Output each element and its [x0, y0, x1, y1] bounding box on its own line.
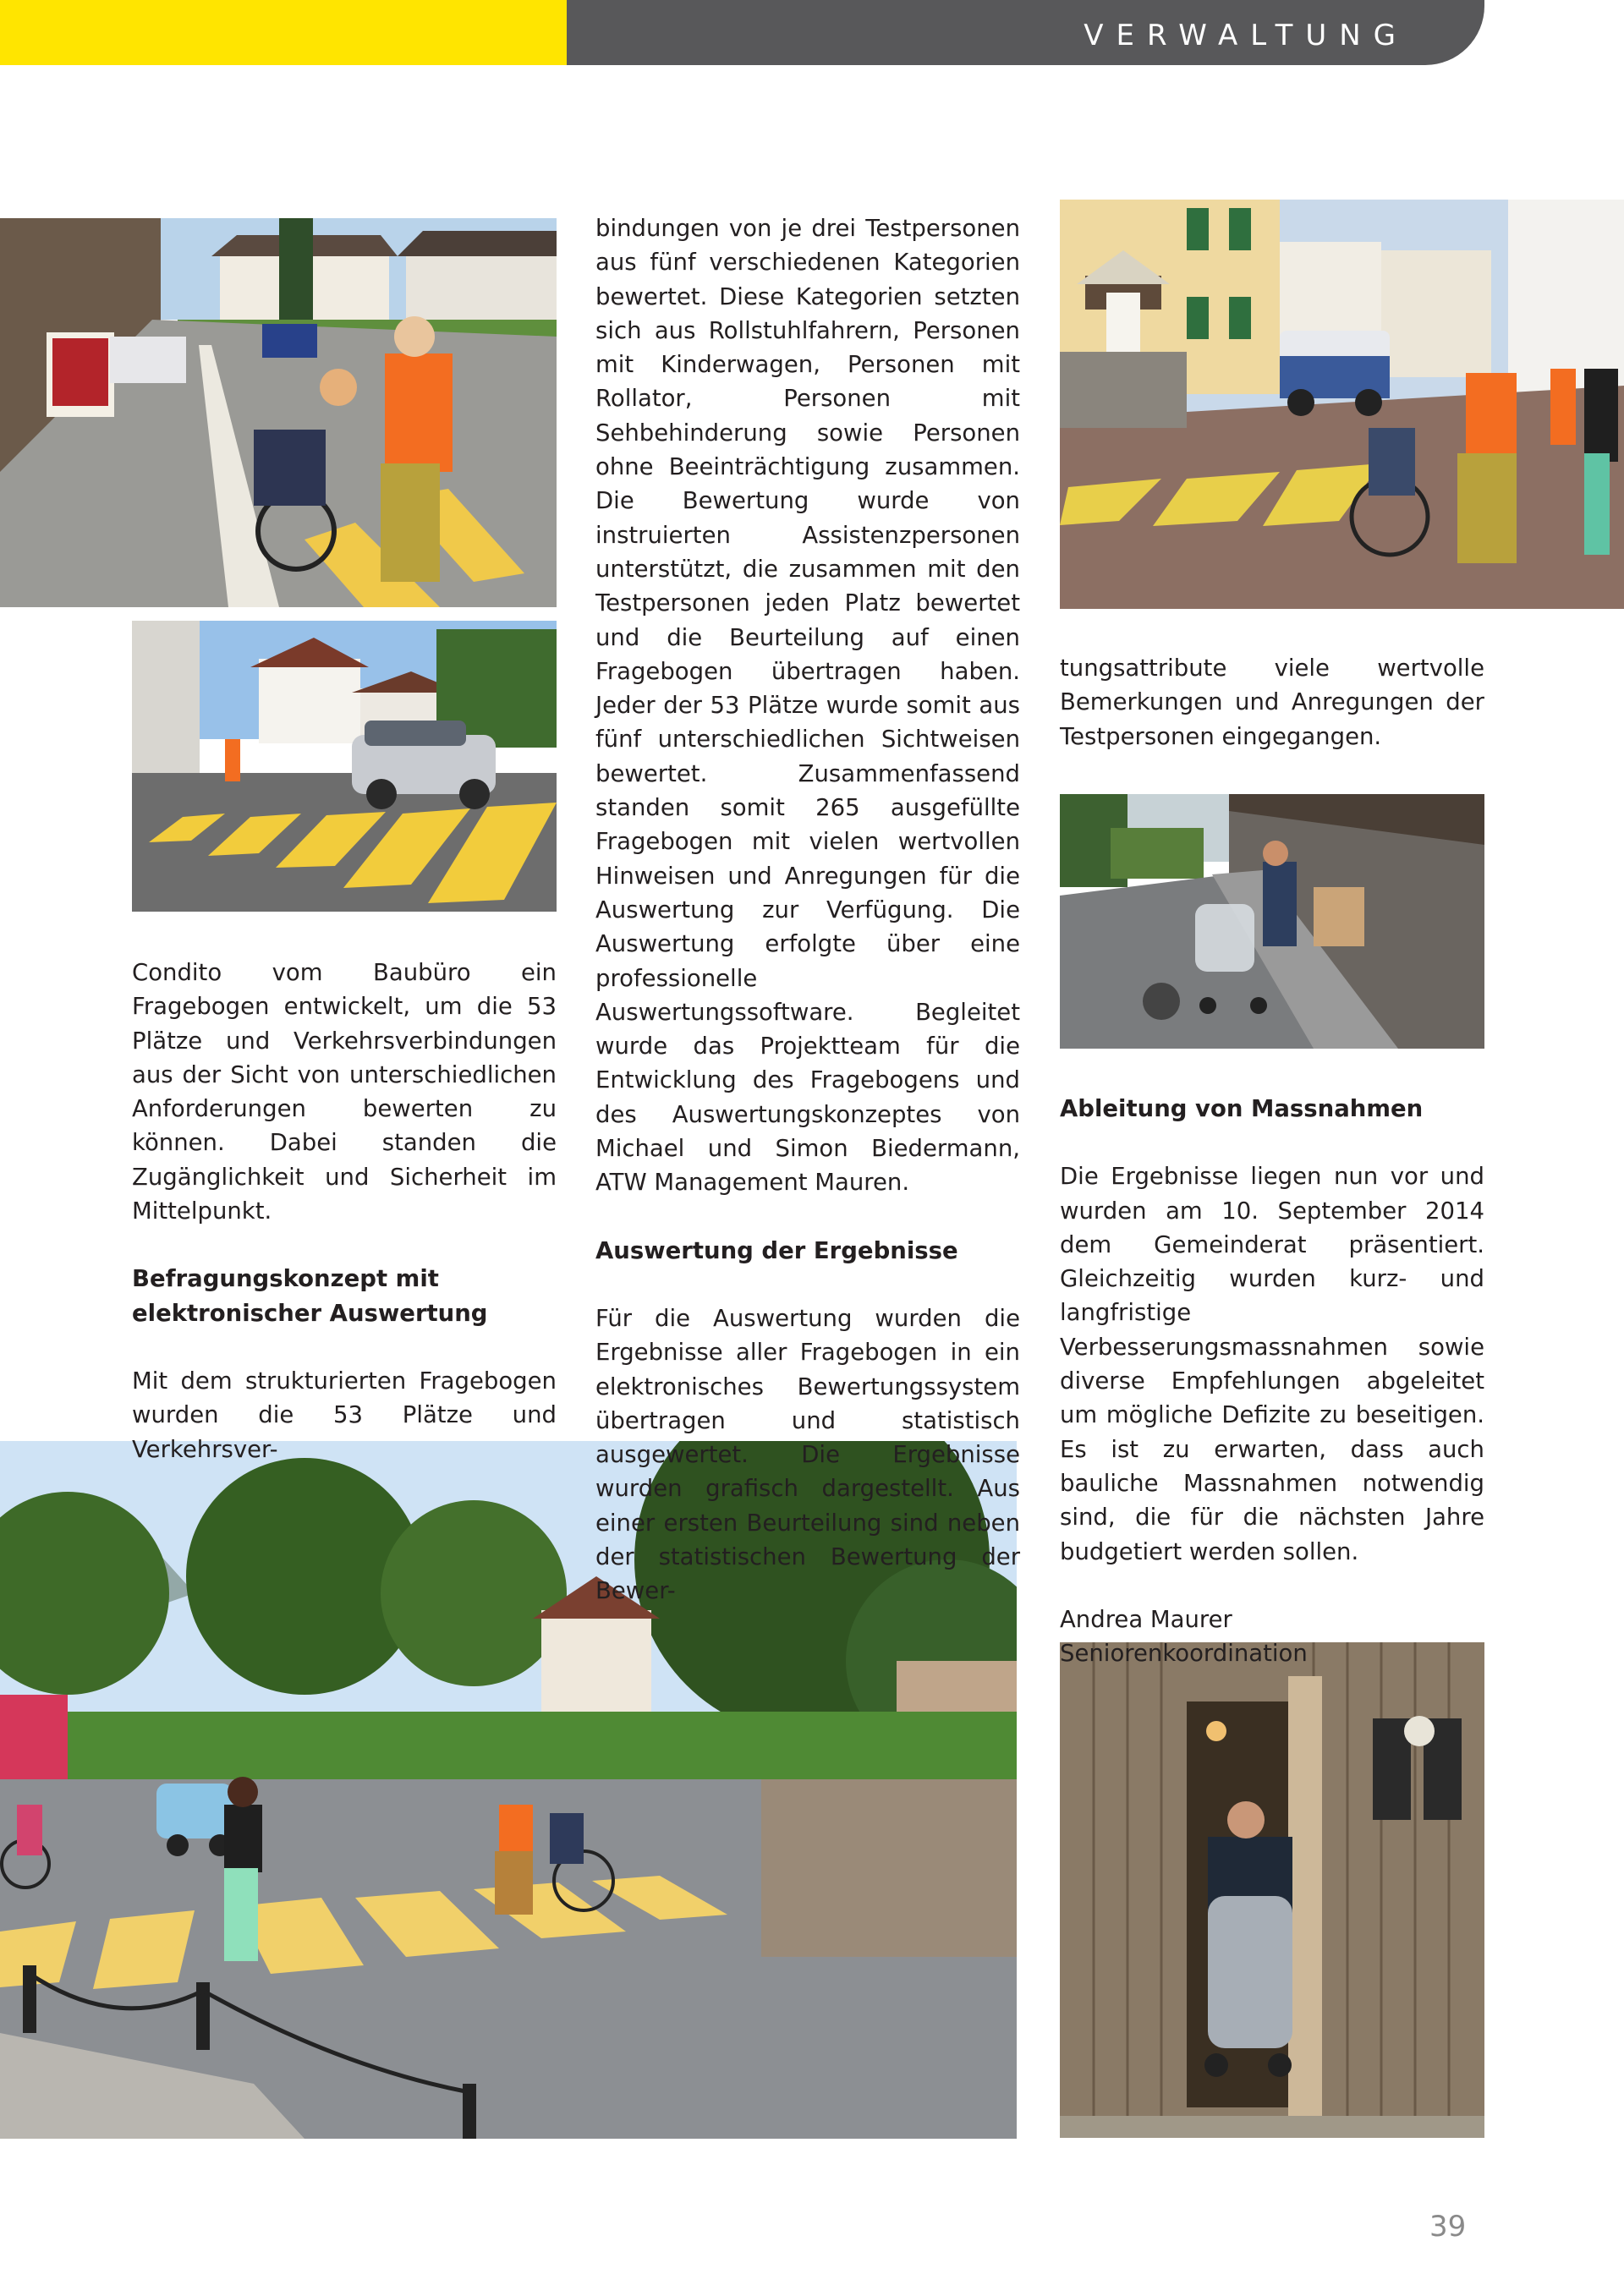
col3-paragraph-2: Die Ergebnisse liegen nun vor und wurden am 10. September 2014 dem Gemeinderat präsentiert. Gleichzeitig wurden kurz- und langfristige Verbesserungsmassnahmen sowie diverse Empfehlungen abgeleitet um mögliche Defizite zu beseitigen. Es ist zu erwarten, dass auch bauliche Massnahmen notwendig sind, die für die nächsten Jahre budgetiert werden sollen. [1060, 1163, 1484, 1565]
text-column-3-upper [1060, 651, 1484, 753]
col2-heading: Auswertung der Ergebnisse [595, 1236, 958, 1264]
col2-paragraph-2: Für die Auswertung wurden die Ergebnisse aller Fragebogen in ein elektronisches Bewertungssystem übertragen und statistisch ausgewertet. Die Ergebnisse wurden grafisch dargestellt. Aus einer ersten Beurteilung sind neben der statistischen Bewertung der Bewer- [595, 1304, 1020, 1605]
photo-crosswalk-suv [132, 621, 557, 912]
col1-paragraph-1: Condito vom Baubüro ein Fragebogen entwickelt, um die 53 Plätze und Verkehrsverbindungen aus der Sicht von unterschiedlichen Anforderungen bewerten zu können. Dabei standen die Zugänglichkeit und Sicherheit im Mittelpunkt. [132, 959, 557, 1225]
col2-paragraph-1: bindungen von je drei Testpersonen aus fünf verschiedenen Kategorien bewertet. Diese Kategorien setzten sich aus Rollstuhlfahrern, Personen mit Kinderwagen, Personen mit Rollator, Personen mit Sehbehinderung sowie Personen ohne Beeinträchtigung zusammen. Die Bewertung wurde von instruierten Assistenzpersonen unterstützt, die zusammen mit den Testpersonen jeden Platz bewertet und die Beurteilung auf einen Fragebogen übertragen haben. Jeder der 53 Plätze wurde somit aus fünf unterschiedlichen Sichtweisen bewertet. Zusammenfassend standen somit 265 ausgefüllte Fragebogen mit vielen wertvollen Hinweisen und Anregungen für die Auswertung zur Verfügung. Die Auswertung erfolgte über eine professionelle Auswertungssoftware. Begleitet wurde das Projektteam für die Entwicklung des Fragebogens und des Auswertungskonzeptes von Michael und Simon Biedermann, ATW Management Mauren. [595, 215, 1020, 1197]
photo-square-van [1060, 200, 1624, 609]
author-role: Seniorenkoordination [1060, 1640, 1308, 1668]
photo-wooden-shed [1060, 1642, 1484, 2138]
text-column-3-lower [1060, 1092, 1484, 1670]
section-title: VERWALTUNG [1084, 19, 1408, 52]
col1-paragraph-2: Mit dem strukturierten Fragebogen wurden die 53 Plätze und Verkehrsver- [132, 1367, 557, 1463]
col1-heading: Befragungskonzept mit elektronischer Auswertung [132, 1265, 488, 1327]
photo-street-wheelchair [0, 218, 557, 607]
page-number: 39 [1429, 2210, 1467, 2244]
col3-paragraph-1: tungsattribute viele wertvolle Bemerkungen und Anregungen der Testpersonen eingegangen. [1060, 655, 1484, 750]
photo-rainy-street-pram [1060, 794, 1484, 1049]
col3-heading: Ableitung von Massnahmen [1060, 1095, 1424, 1122]
section-tab [567, 0, 1484, 65]
text-column-1 [132, 956, 557, 1466]
author-name: Andrea Maurer [1060, 1605, 1232, 1633]
text-column-2 [595, 211, 1020, 1608]
header-yellow-bar [0, 0, 567, 65]
